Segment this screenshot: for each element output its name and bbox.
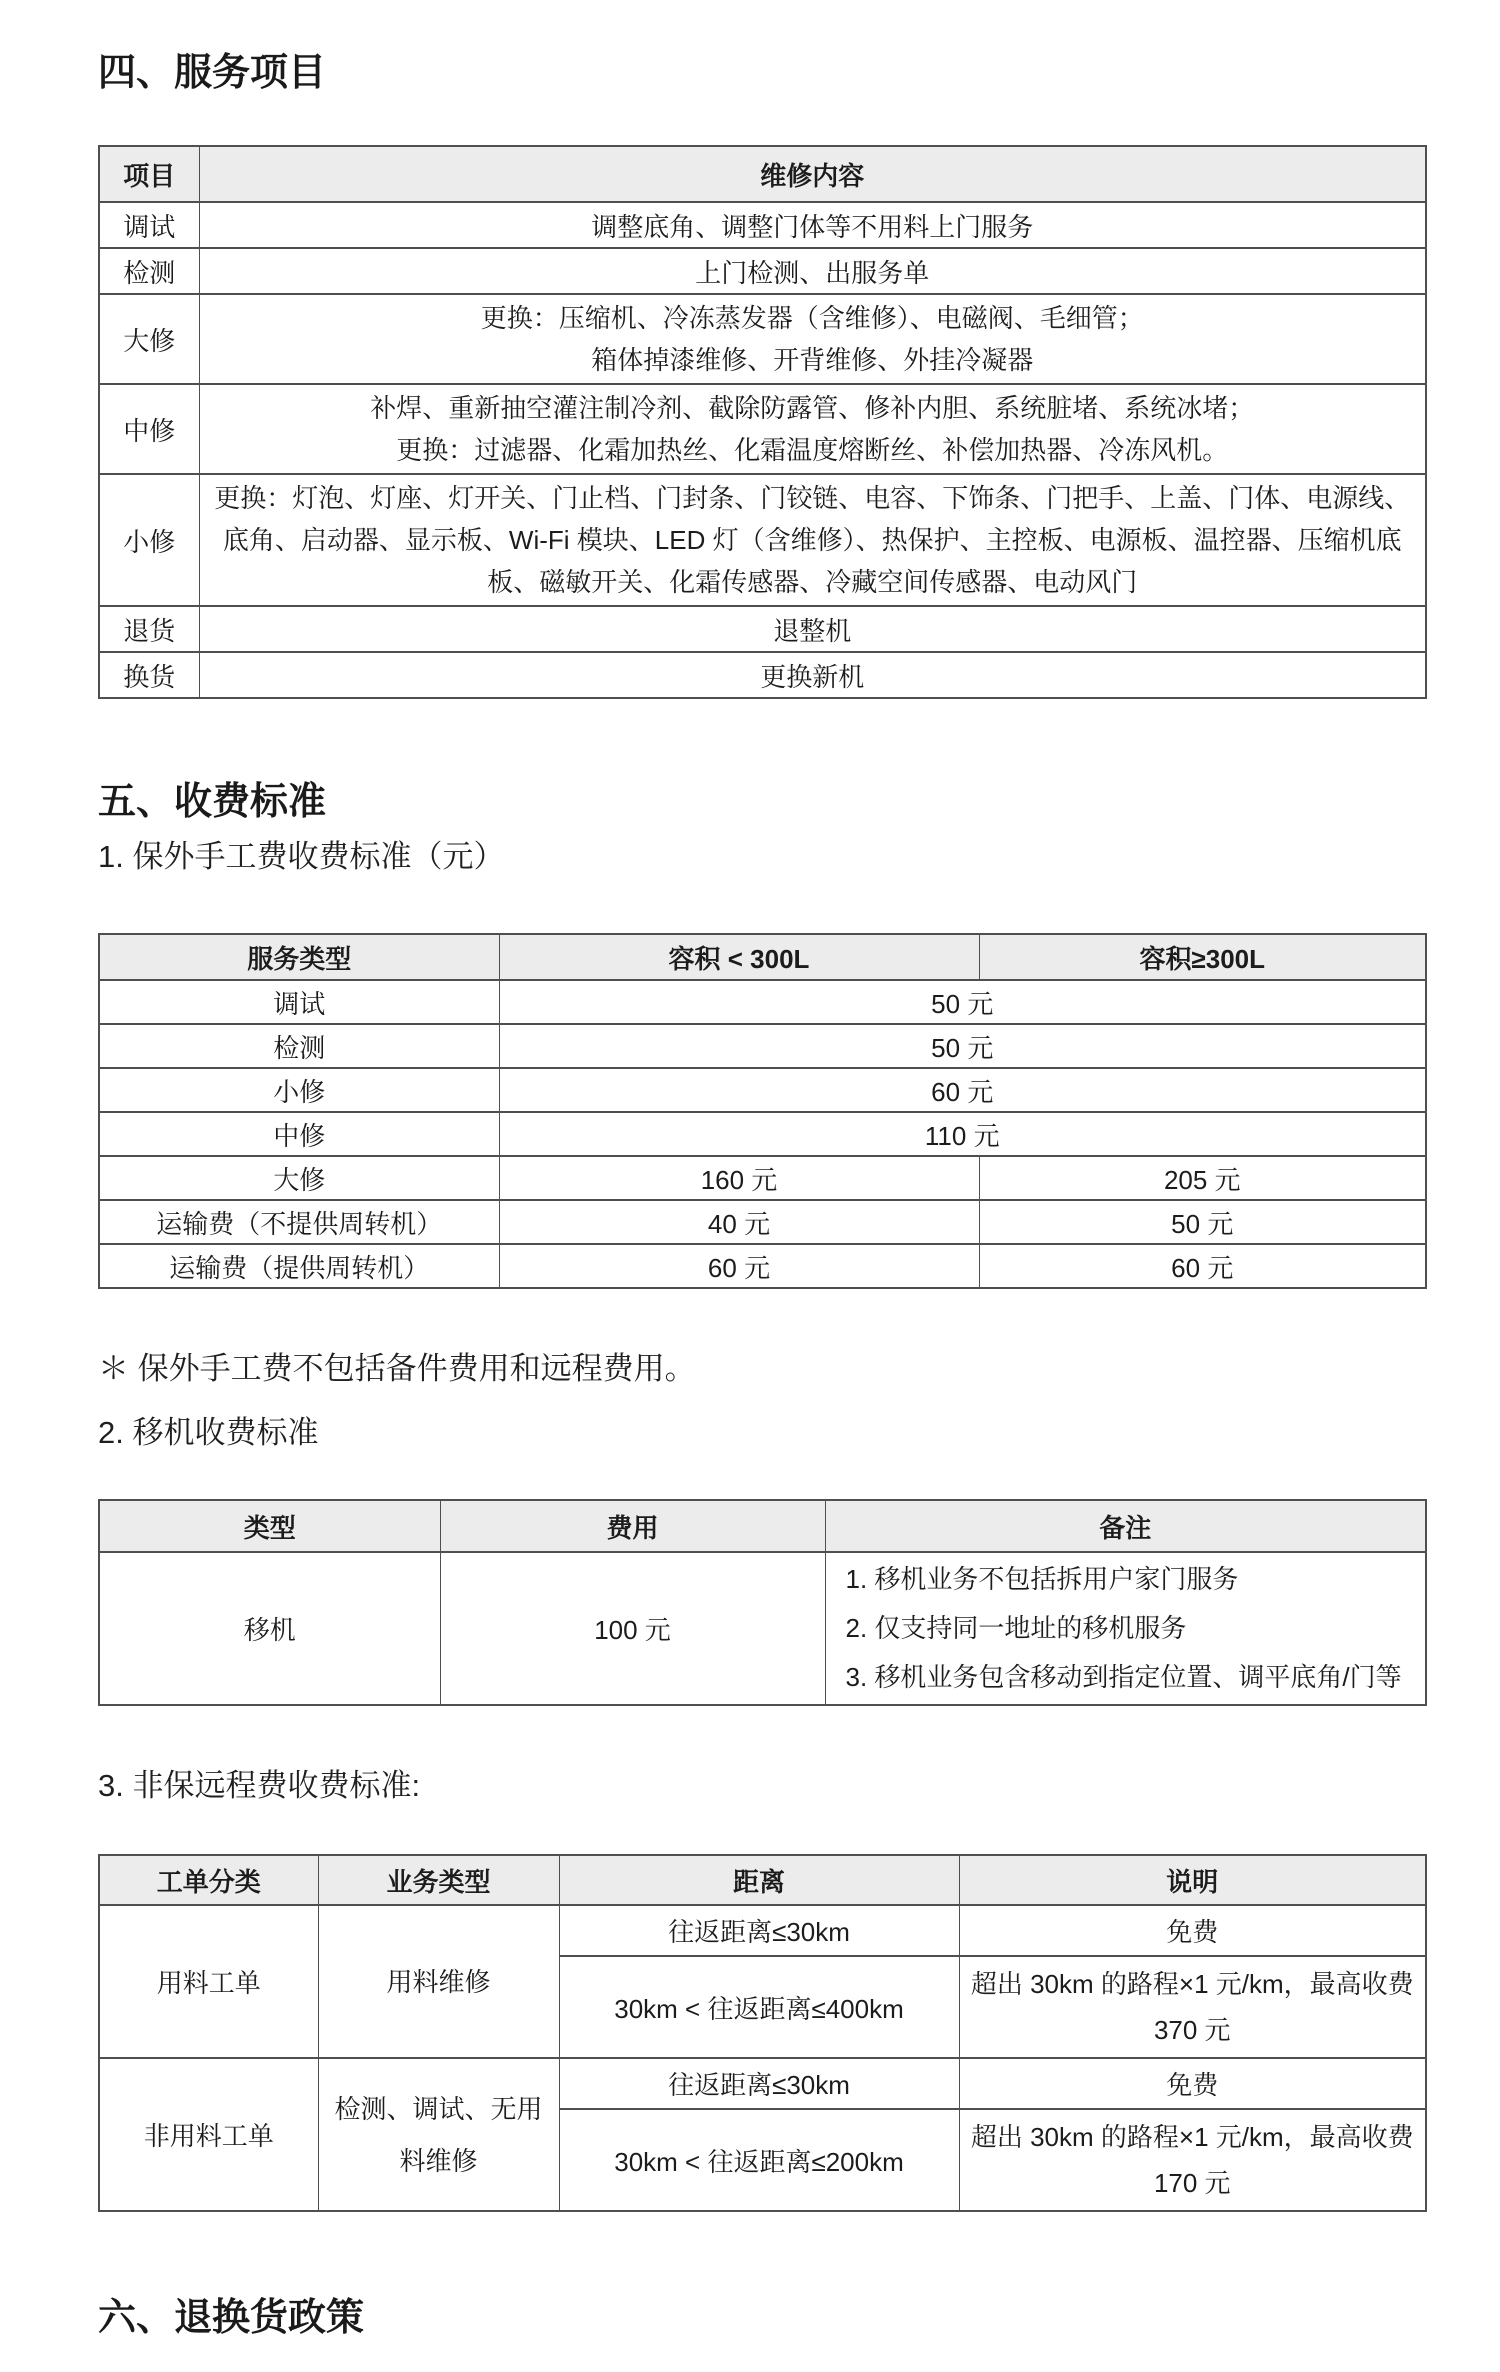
section-title-fee-standard: 五、收费标准 [98, 781, 327, 823]
table-header-row [99, 1500, 1426, 1552]
header-distance: 距离 [559, 1855, 959, 1905]
remark-line: 3. 移机业务包含移动到指定位置、调平底角/门等 [845, 1662, 1402, 1692]
table-row-material-near [99, 1905, 1426, 1956]
row-label: 换货 [99, 652, 199, 698]
row-content [199, 474, 1426, 606]
description-cell: 超出 30km 的路程×1 元/km，最高收费 170 元 [959, 2109, 1426, 2211]
distance-cell: 30km < 往返距离≤400km [559, 1956, 959, 2058]
row-content: 调整底角、调整门体等不用料上门服务 [199, 202, 1426, 248]
remark-line: 1. 移机业务不包括拆用户家门服务 [845, 1564, 1239, 1594]
header-content: 维修内容 [199, 146, 1426, 202]
row-label: 退货 [99, 606, 199, 652]
remote-fee-table [98, 1854, 1427, 2212]
section-title-service-items: 四、服务项目 [98, 52, 327, 94]
table-row-transport-fee-2 [99, 1244, 1426, 1288]
table-row-yiji [99, 1552, 1426, 1705]
row-label: 小修 [99, 1068, 499, 1112]
subsection-title-remote-fee: 3. 非保远程费收费标准: [98, 1768, 421, 1803]
table-row-nomaterial-near [99, 2058, 1426, 2109]
fee-value: 50 元 [499, 980, 1426, 1024]
distance-cell: 30km < 往返距离≤200km [559, 2109, 959, 2211]
business-type-cell: 用料维修 [318, 1905, 559, 2058]
description-cell: 免费 [959, 2058, 1426, 2109]
subsection-title-labor-fee: 1. 保外手工费收费标准（元） [98, 839, 505, 874]
content-line: 补焊、重新抽空灌注制冷剂、截除防露管、修补内胆、系统脏堵、系统冰堵； [370, 393, 1255, 423]
business-type-cell: 检测、调试、无用料维修 [318, 2058, 559, 2211]
row-label: 运输费（不提供周转机） [99, 1200, 499, 1244]
fee-value-small: 40 元 [499, 1200, 979, 1244]
labor-fee-table [98, 933, 1427, 1289]
fee-value: 110 元 [499, 1112, 1426, 1156]
distance-cell: 往返距离≤30km [559, 2058, 959, 2109]
content-line: 板、磁敏开关、化霜传感器、冷藏空间传感器、电动风门 [487, 567, 1138, 597]
header-business-type: 业务类型 [318, 1855, 559, 1905]
content-line: 箱体掉漆维修、开背维修、外挂冷凝器 [591, 345, 1034, 375]
row-content: 更换新机 [199, 652, 1426, 698]
fee-value: 50 元 [499, 1024, 1426, 1068]
content-line: 更换：灯泡、灯座、灯开关、门止档、门封条、门铰链、电容、下饰条、门把手、上盖、门体、电源线、 [214, 483, 1411, 513]
row-content: 退整机 [199, 606, 1426, 652]
table-row-jiance [99, 248, 1426, 294]
remark-cell [825, 1552, 1426, 1705]
row-content [199, 384, 1426, 474]
header-type: 类型 [99, 1500, 440, 1552]
description-cell: 超出 30km 的路程×1 元/km，最高收费 370 元 [959, 1956, 1426, 2058]
row-label: 大修 [99, 1156, 499, 1200]
table-row-tuihuo [99, 606, 1426, 652]
header-volume-small: 容积 < 300L [499, 934, 979, 980]
table-row-zhongxiu [99, 384, 1426, 474]
header-remark: 备注 [825, 1500, 1426, 1552]
row-label: 移机 [99, 1552, 440, 1705]
order-category-cell: 用料工单 [99, 1905, 318, 2058]
content-line: 底角、启动器、显示板、Wi-Fi 模块、LED 灯（含维修）、热保护、主控板、电源板、温控器、压缩机底 [222, 525, 1402, 555]
row-label: 中修 [99, 1112, 499, 1156]
content-line: 更换：过滤器、化霜加热丝、化霜温度熔断丝、补偿加热器、冷冻风机。 [396, 435, 1229, 465]
row-label: 检测 [99, 1024, 499, 1068]
row-label: 调试 [99, 980, 499, 1024]
content-line: 更换：压缩机、冷冻蒸发器（含维修）、电磁阀、毛细管； [480, 303, 1144, 333]
row-content [199, 294, 1426, 384]
table-row-xiaoxiu [99, 474, 1426, 606]
fee-value-large: 50 元 [979, 1200, 1426, 1244]
table-header-row [99, 146, 1426, 202]
fee-value-large: 60 元 [979, 1244, 1426, 1288]
header-description: 说明 [959, 1855, 1426, 1905]
remark-line: 2. 仅支持同一地址的移机服务 [845, 1613, 1187, 1643]
service-policy-document [0, 50, 1500, 2372]
table-row-tiaoshi [99, 202, 1426, 248]
fee-value-small: 60 元 [499, 1244, 979, 1288]
labor-fee-note: ＊ 保外手工费不包括备件费用和远程费用。 [98, 1351, 696, 1386]
table-row-transport-fee-1 [99, 1200, 1426, 1244]
fee-value: 60 元 [499, 1068, 1426, 1112]
section-title-return-policy: 六、退换货政策 [98, 2297, 365, 2339]
header-volume-large: 容积≥300L [979, 934, 1426, 980]
table-header-row [99, 1855, 1426, 1905]
table-row-huanhuo [99, 652, 1426, 698]
table-row-jiance-fee [99, 1024, 1426, 1068]
table-row-tiaoshi-fee [99, 980, 1426, 1024]
header-item: 项目 [99, 146, 199, 202]
service-items-table [98, 145, 1427, 699]
row-label: 调试 [99, 202, 199, 248]
subsection-title-relocation-fee: 2. 移机收费标准 [98, 1415, 319, 1450]
fee-value-small: 160 元 [499, 1156, 979, 1200]
row-label: 小修 [99, 474, 199, 606]
fee-value-large: 205 元 [979, 1156, 1426, 1200]
table-header-row [99, 934, 1426, 980]
table-row-zhongxiu-fee [99, 1112, 1426, 1156]
header-service-type: 服务类型 [99, 934, 499, 980]
row-label: 大修 [99, 294, 199, 384]
table-row-daxiu [99, 294, 1426, 384]
distance-cell: 往返距离≤30km [559, 1905, 959, 1956]
order-category-cell: 非用料工单 [99, 2058, 318, 2211]
table-row-xiaoxiu-fee [99, 1068, 1426, 1112]
row-label: 检测 [99, 248, 199, 294]
relocation-fee-table [98, 1499, 1427, 1706]
header-order-category: 工单分类 [99, 1855, 318, 1905]
row-label: 中修 [99, 384, 199, 474]
table-row-daxiu-fee [99, 1156, 1426, 1200]
row-content: 上门检测、出服务单 [199, 248, 1426, 294]
fee-value: 100 元 [440, 1552, 825, 1705]
row-label: 运输费（提供周转机） [99, 1244, 499, 1288]
description-cell: 免费 [959, 1905, 1426, 1956]
header-fee: 费用 [440, 1500, 825, 1552]
